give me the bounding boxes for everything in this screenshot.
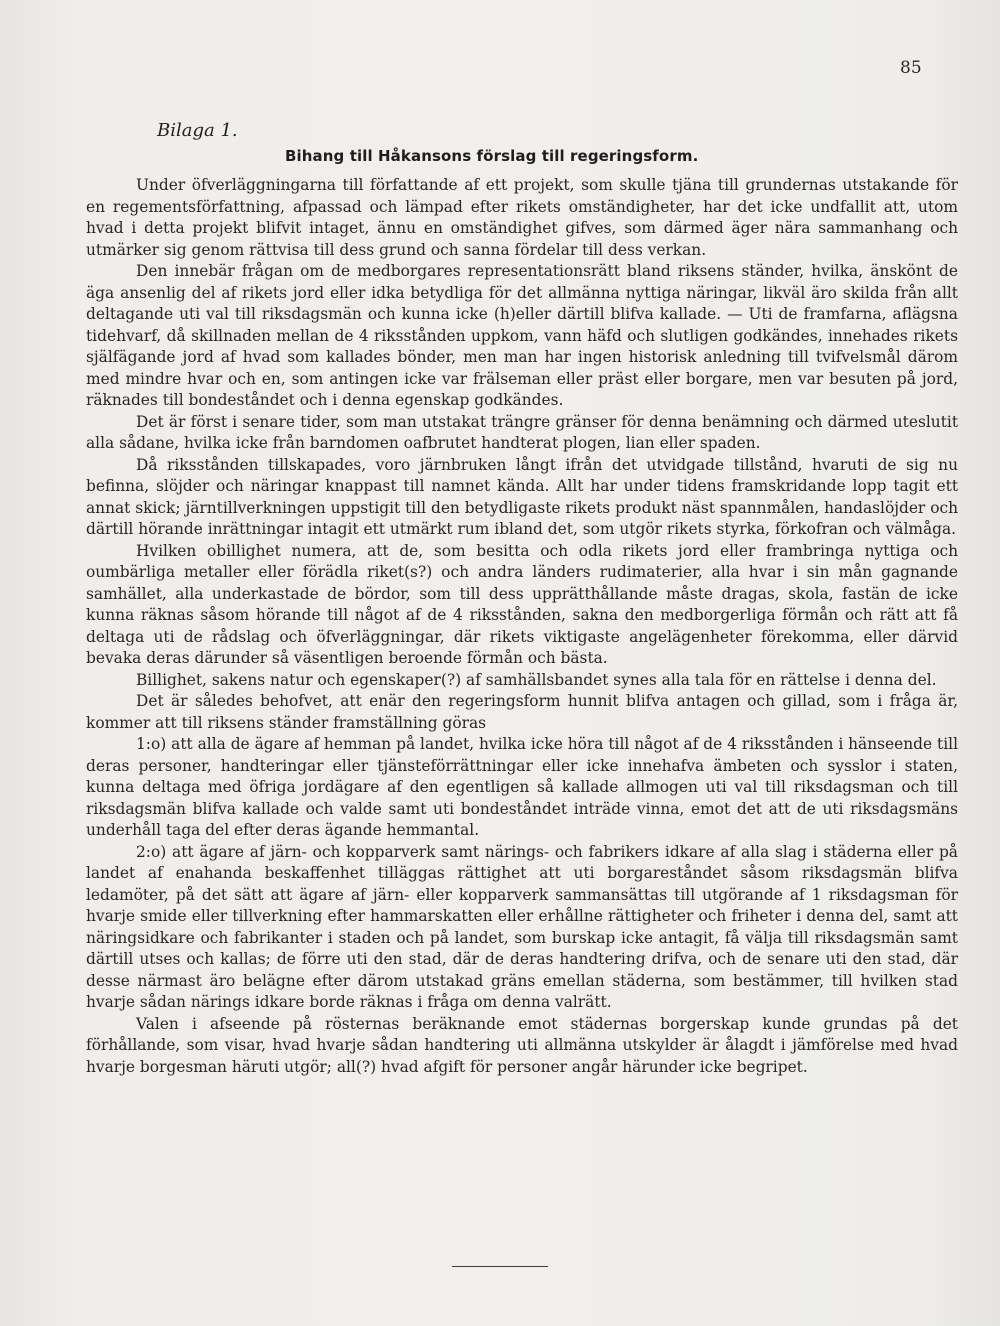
paragraph: Det är först i senare tider, som man utstakat trängre gränser för denna benämning och därmed uteslutit alla sådane, hvilka icke från barndomen oafbrutet handterat plogen, lian eller spaden. [86,412,958,452]
paragraph: Det är således behofvet, att enär den regeringsform hunnit blifva antagen och gillad, som i fråga är, kommer att till riksens ständer framställning göras [86,692,958,732]
paragraph: Då riksstånden tillskapades, voro järnbruken långt ifrån det utvidgade tillstånd, hvaruti de sig nu befinna, slöjder och näringar knappast till namnet kända. Allt har under tidens framskridande lopp tagit ett annat skick; järntillverkningen uppstigit till den betydligaste rikets produkt näst spannmålen, handaslöjder och därtill hörande inrättningar intagit ett utmärkt rum ibland det, som utgör rikets styrka, förkofran och välmåga. [86,455,958,538]
paragraph: Hvilken obillighet numera, att de, som besitta och odla rikets jord eller frambringa nyttiga och oumbärliga metaller eller förädla riket(s?) och andra länders rudimaterier, alla hvar i sin mån gagnande samhället, alla underkastade de bördor, som till dess upprätthållande måste dragas, skola, fastän de icke kunna räknas såsom hörande till något af de 4 riksstånden, sakna den medborgerliga förmån och rätt att få deltaga uti de rådslag och öfverläggningar, där rikets viktigaste angelägenheter förekomma, eller därvid bevaka deras därunder så väsentligen beroende förmån och bästa. [86,541,958,667]
page-number: 85 [900,58,922,78]
document-title: Bihang till Håkansons förslag till regeringsform. [285,147,699,165]
paragraph: 1:o) att alla de ägare af hemman på landet, hvilka icke höra till något af de 4 riksstånden i hänseende till deras personer, handteringar eller tjänsteförrättningar eller icke innehafva ämbeten och sysslor i staten, kunna deltaga med öfriga jordägare af den egentligen så kallade allmogen uti val till riksdagsman och till riksdagsmän blifva kallade och valde samt uti bondeståndet inträde vinna, emot det att de uti riksdagsmäns underhåll taga del efter deras ägande hemmantal. [86,735,958,839]
appendix-label: Bilaga 1. [157,120,238,141]
paragraph: Billighet, sakens natur och egenskaper(?) af samhällsbandet synes alla tala för en rättelse i denna del. [136,670,937,689]
paragraph: Valen i afseende på rösternas beräknande emot städernas borgerskap kunde grundas på det förhållande, som visar, hvad hvarje sådan handtering uti allmänna utskylder är ålagdt i jämförelse med hvad hvarje borgesman häruti utgör; all(?) hvad afgift för personer angår härunder icke begripet. [86,1014,958,1076]
paragraph: Den innebär frågan om de medborgares representationsrätt bland riksens ständer, hvilka, änskönt de äga ansenlig del af rikets jord eller idka betydliga för det allmänna nyttiga näringar, likväl äro skilda från allt deltagande uti val till riksdagsmän och kunna icke (h)eller därtill blifva kallade. — Uti de framfarna, aflägsna tidehvarf, då skillnaden mellan de 4 riksstånden uppkom, vann häfd och slutligen godkändes, innehades rikets själfägande jord af hvad som kallades bönder, men man har ingen historisk anledning till tvifvelsmål därom med mindre hvar och en, som antingen icke var frälseman eller präst eller borgare, men var besuten på jord, räknades till bondeståndet och i denna egenskap godkändes. [86,262,958,409]
closing-rule [452,1266,548,1267]
body-text [86,175,958,1078]
paragraph: 2:o) att ägare af järn- och kopparverk samt närings- och fabrikers idkare af alla slag i städerna eller på landet af enahanda beskaffenhet tilläggas rättighet att uti borgareståndet såsom riksdagsmän blifva ledamöter, på det sätt att ägare af järn- eller kopparverk sammansättas till utgörande af 1 riksdagsman för hvarje smide eller tillverkning efter hammarskatten eller erhållne rättigheter och friheter i denna del, samt att näringsidkare och fabrikanter i staden och på landet, som burskap icke antagit, få välja till riksdagsmän samt därtill utses och kallas; de förre uti den stad, där de deras handtering drifva, och de senare uti den stad, där desse närmast äro belägne efter därom utstakad gräns emellan städerna, som bestämmer, till hvilken stad hvarje sådan närings idkare borde räknas i fråga om denna valrätt. [86,842,958,1011]
paragraph: Under öfverläggningarna till författande af ett projekt, som skulle tjäna till grundernas utstakande för en regementsförfattning, afpassad och lämpad efter rikets omständigheter, har det icke undfallit att, utom hvad i detta projekt blifvit intaget, ännu en omständighet gifves, som därmed äger nära sammanhang och utmärker sig genom rättvisa till dess grund och sanna fördelar till dess verkan. [86,176,958,259]
